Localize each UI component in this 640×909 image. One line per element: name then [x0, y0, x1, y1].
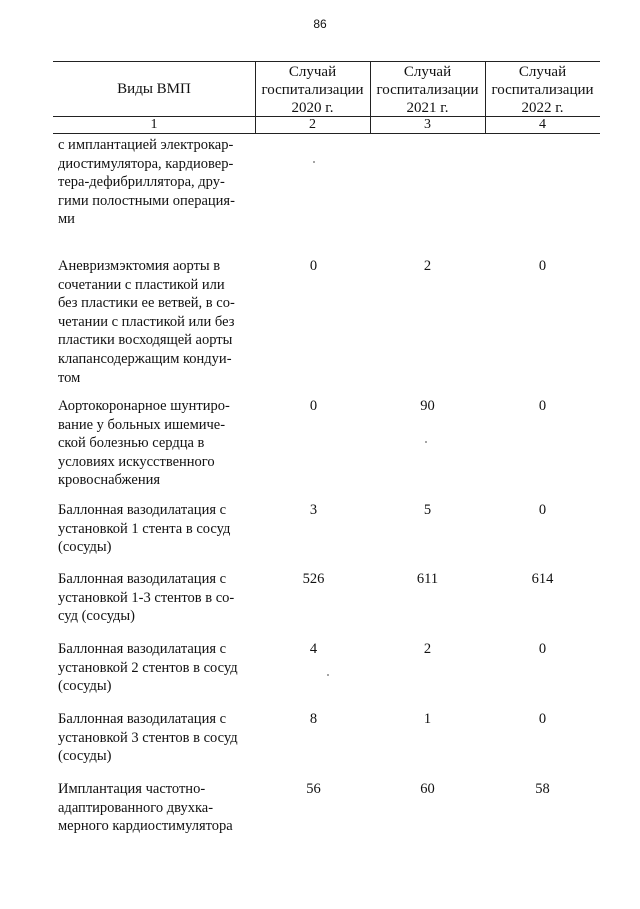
row-3-value-2020: 3 — [309, 502, 318, 518]
row-4-value-2021: 611 — [416, 571, 439, 587]
row-1-line-0: Аневризмэктомия аорты в — [58, 258, 221, 274]
row-0-line-1: диостимулятора, кардиовер- — [58, 155, 234, 172]
header-col3-line2: госпитализации — [376, 82, 479, 98]
table-row-7-label — [58, 780, 250, 836]
column-number-1: 1 — [150, 117, 158, 132]
row-7-value-2020: 56 — [306, 781, 321, 797]
table-row-1-label — [58, 257, 250, 387]
column-number-2: 2 — [309, 117, 316, 132]
table-top-border — [53, 61, 600, 62]
header-col4-line1: Случай — [518, 64, 567, 80]
row-1-value-2020: 0 — [309, 258, 318, 274]
row-0-line-4: ми — [58, 211, 75, 228]
row-3-line-0: Баллонная вазодилатация с — [58, 502, 227, 518]
row-0-line-2: тера-дефибриллятора, дру- — [58, 174, 225, 191]
row-2-line-0: Аортокоронарное шунтиро- — [58, 398, 230, 414]
table-row-5-label — [58, 640, 250, 696]
row-7-value-2021: 60 — [420, 781, 435, 797]
header-col2-line1: Случай — [288, 64, 337, 80]
row-4-line-1: установкой 1-3 стентов в со- — [58, 589, 235, 606]
column-number-4: 4 — [539, 117, 546, 132]
row-1-line-1: сочетании с пластикой или — [58, 276, 225, 293]
table-row-2-label — [58, 397, 250, 490]
column-numbers-bottom-border — [53, 133, 600, 134]
row-2-value-2020: 0 — [309, 398, 318, 414]
row-0-line-3: гими полостными операция- — [58, 192, 235, 209]
row-6-value-2021: 1 — [423, 711, 432, 727]
row-4-value-2022: 614 — [531, 571, 554, 587]
row-1-line-2: без пластики ее ветвей, в со- — [58, 295, 235, 312]
header-col3-line3: 2021 г. — [406, 100, 449, 116]
header-col2-line2: госпитализации — [261, 82, 364, 98]
row-3-line-1: установкой 1 стента в сосуд — [58, 520, 231, 537]
header-col4-line2: госпитализации — [491, 82, 594, 98]
header-col3-line1: Случай — [403, 64, 452, 80]
row-5-value-2020: 4 — [309, 641, 318, 657]
row-1-line-4: пластики восходящей аорты — [58, 332, 233, 349]
header-col1: Виды ВМП — [117, 81, 191, 97]
row-5-value-2021: 2 — [423, 641, 432, 657]
row-3-line-2: (сосуды) — [58, 539, 112, 556]
row-6-value-2022: 0 — [538, 711, 547, 727]
row-2-line-3: условиях искусственного — [58, 453, 215, 470]
row-3-value-2022: 0 — [538, 502, 547, 518]
row-4-line-0: Баллонная вазодилатация с — [58, 571, 227, 587]
row-7-value-2022: 58 — [535, 781, 550, 797]
row-1-line-5: клапансодержащим кондуи- — [58, 350, 232, 367]
scan-speck — [313, 161, 315, 163]
row-4-line-2: суд (сосуды) — [58, 608, 135, 625]
table-row-6-label — [58, 710, 250, 766]
row-1-value-2021: 2 — [423, 258, 432, 274]
row-6-line-2: (сосуды) — [58, 748, 112, 765]
scan-speck — [327, 674, 329, 676]
row-1-value-2022: 0 — [538, 258, 547, 274]
header-col4-line3: 2022 г. — [521, 100, 564, 116]
row-2-line-1: вание у больных ишемиче- — [58, 416, 226, 433]
header-col2 — [255, 63, 370, 117]
table-row-0-label — [58, 136, 250, 229]
row-6-line-0: Баллонная вазодилатация с — [58, 711, 227, 727]
row-3-value-2021: 5 — [423, 502, 432, 518]
header-col4 — [485, 63, 600, 117]
row-5-line-0: Баллонная вазодилатация с — [58, 641, 227, 657]
row-2-line-2: ской болезнью сердца в — [58, 435, 205, 452]
column-number-3: 3 — [424, 117, 431, 132]
row-6-value-2020: 8 — [309, 711, 318, 727]
table-row-4-label — [58, 570, 250, 626]
row-7-line-1: адаптированного двухка- — [58, 799, 214, 816]
row-4-value-2020: 526 — [302, 571, 325, 587]
row-7-line-0: Имплантация частотно- — [58, 781, 206, 797]
header-col2-line3: 2020 г. — [291, 100, 334, 116]
row-5-line-2: (сосуды) — [58, 678, 112, 695]
row-7-line-2: мерного кардиостимулятора — [58, 818, 233, 835]
row-6-line-1: установкой 3 стентов в сосуд — [58, 729, 238, 746]
table-row-3-label — [58, 501, 250, 557]
row-5-value-2022: 0 — [538, 641, 547, 657]
row-2-value-2021: 90 — [420, 398, 435, 414]
row-0-line-0: с имплантацией электрокар- — [58, 137, 234, 153]
page-number: 86 — [313, 17, 327, 31]
row-2-line-4: кровоснабжения — [58, 472, 161, 489]
scan-speck — [425, 441, 427, 443]
row-1-line-3: четании с пластикой или без — [58, 313, 235, 330]
header-col3 — [370, 63, 485, 117]
row-1-line-6: том — [58, 369, 81, 386]
row-5-line-1: установкой 2 стентов в сосуд — [58, 659, 238, 676]
row-2-value-2022: 0 — [538, 398, 547, 414]
